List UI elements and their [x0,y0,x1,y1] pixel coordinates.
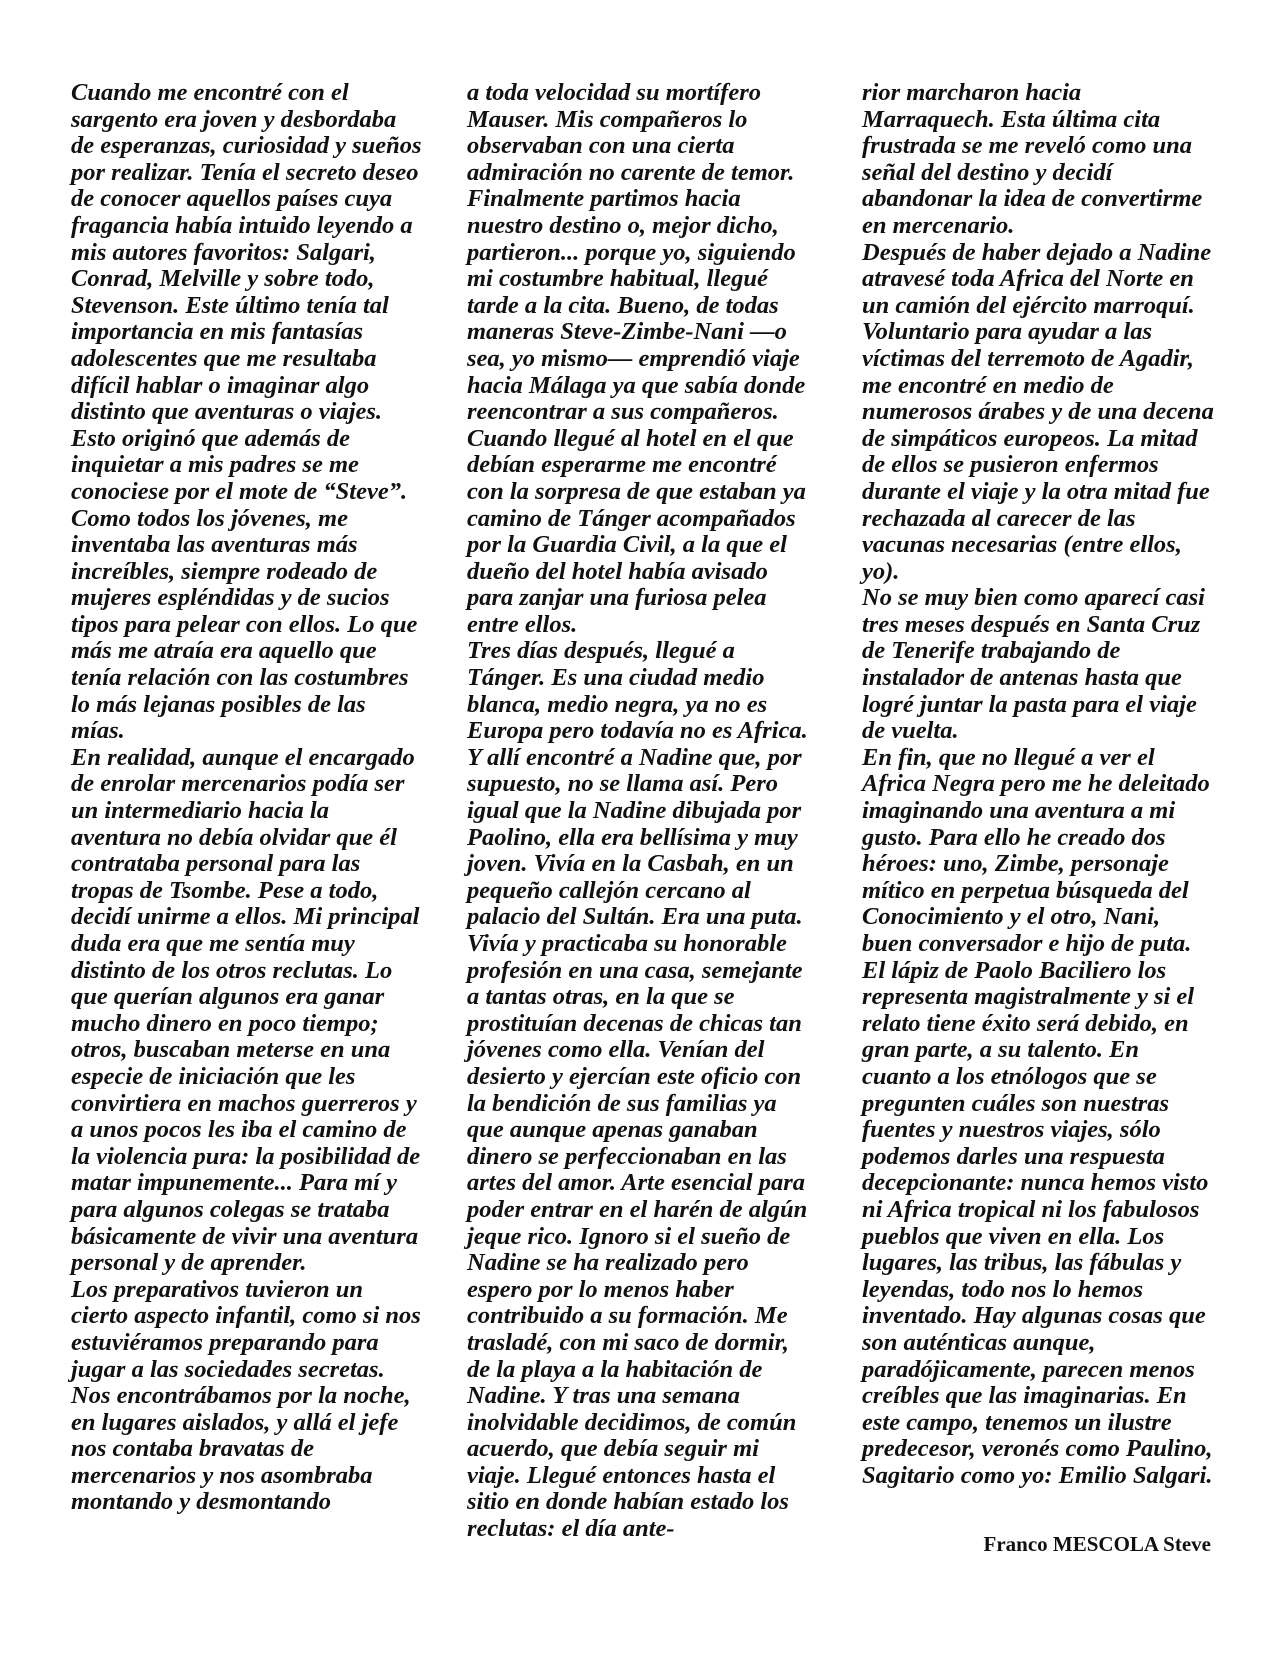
paragraph: Tres días después, llegué a Tánger. Es una ciudad medio blanca, medio negra, ya no es Europa pero todavía no es Africa. Y allí encontré a Nadine que, por supuesto, no se llama así. Pero igual que la Nadine dibujada por Paolino, ella era bellísima y muy joven. Vivía en la Casbah, en un pequeño callejón cercano al palacio del Sultán. Era una puta. Vivía y practicaba su honorable profesión en una casa, semejante a tantas otras, en la que se prostituían decenas de chicas tan jóvenes como ella. Venían del desierto y ejercían este oficio con la bendición de sus familias ya que aunque apenas ganaban dinero se perfeccionaban en las artes del amor. Arte esencial para poder entrar en el harén de algún jeque rico. Ignoro si el sueño de Nadine se ha realizado pero espero por lo menos haber contribuido a su formación. Me trasladé, con mi saco de dormir, de la playa a la habitación de Nadine. Y tras una semana inolvidable decidimos, de común acuerdo, que debía seguir mi viaje. Llegué entonces hasta el sitio en donde habían estado los reclutas: el día ante- [467,637,808,1543]
paragraph: a toda velocidad su mortífero Mauser. Mis compañeros lo observaban con una cierta admiración no carente de temor. [467,79,795,186]
paragraph: En realidad, aunque el encargado de enrolar mercenarios podía ser un intermediario hacia la aventura no debía olvidar que él contrataba personal para las tropas de Tsombe. Pese a todo, decidí unirme a ellos. Mi principal duda era que me sentía muy distinto de los otros reclutas. Lo que querían algunos era ganar mucho dinero en poco tiempo; otros, buscaban meterse en una especie de iniciación que les convirtiera en machos guerreros y a unos pocos les iba el camino de la violencia pura: la posibilidad de matar impunemente... Para mí y para algunos colegas se trataba básicamente de vivir una aventura personal y de aprender. [71,743,421,1277]
text-column-3 [862,80,1214,1489]
paragraph: Cuando me encontré con el sargento era joven y desbordaba de esperanzas, curiosidad y sueños por realizar. Tenía el secreto deseo de conocer aquellos países cuya fragancia había intuido leyendo a mis autores favoritos: Salgari, Conrad, Melville y sobre todo, Stevenson. Este último tenía tal importancia en mis fantasías adolescentes que me resultaba difícil hablar o imaginar algo distinto que aventuras o viajes. Esto originó que además de inquietar a mis padres se me conociese por el mote de “Steve”. Como todos los jóvenes, me inventaba las aventuras más increíbles, siempre rodeado de mujeres espléndidas y de sucios tipos para pelear con ellos. Lo que más me atraía era aquello que tenía relación con las costumbres lo más lejanas posibles de las mías. [71,79,422,745]
text-column-1 [71,80,422,1516]
paragraph: No se muy bien como aparecí casi tres meses después en Santa Cruz de Tenerife trabajando de instalador de antenas hasta que logré juntar la pasta para el viaje de vuelta. [862,584,1205,745]
paragraph: En fin, que no llegué a ver el Africa Negra pero me he deleitado imaginando una aventura a mi gusto. Para ello he creado dos héroes: uno, Zimbe, personaje mítico en perpetua búsqueda del Conocimiento y el otro, Nani, buen conversador e hijo de puta. El lápiz de Paolo Baciliero los representa magistralmente y si el relato tiene éxito será debido, en gran parte, a su talento. En cuanto a los etnólogos que se pregunten cuáles son nuestras fuentes y nuestros viajes, sólo podemos darles una respuesta decepcionante: nunca hemos visto ni Africa tropical ni los fabulosos pueblos que viven en ella. Los lugares, las tribus, las fábulas y leyendas, todo nos lo hemos inventado. Hay algunas cosas que son auténticas aunque, paradójicamente, parecen menos creíbles que las imaginarias. En este campo, tenemos un ilustre predecesor, veronés como Paulino, Sagitario como yo: Emilio Salgari. [862,743,1213,1489]
text-column-2 [467,80,818,1543]
paragraph: rior marcharon hacia Marraquech. Esta última cita frustrada se me reveló como una señal del destino y decidí abandonar la idea de convertirme en mercenario. [862,79,1203,239]
author-signature: Franco MESCOLA Steve [983,1532,1211,1556]
paragraph: Después de haber dejado a Nadine atravesé toda Africa del Norte en un camión del ejército marroquí. Voluntario para ayudar a las víctimas del terremoto de Agadir, me encontré en medio de numerosos árabes y de una decena de simpáticos europeos. La mitad de ellos se pusieron enfermos durante el viaje y la otra mitad fue rechazada al carecer de las vacunas necesarias (entre ellos, yo). [862,238,1214,585]
paragraph: Finalmente partimos hacia nuestro destino o, mejor dicho, partieron... porque yo, siguiendo mi costumbre habitual, llegué tarde a la cita. Bueno, de todas maneras Steve-Zimbe-Nani —o sea, yo mismo— emprendió viaje hacia Málaga ya que sabía donde reencontrar a sus compañeros. Cuando llegué al hotel en el que debían esperarme me encontré con la sorpresa de que estaban ya camino de Tánger acompañados por la Guardia Civil, a la que el dueño del hotel había avisado para zanjar una furiosa pelea entre ellos. [467,185,806,638]
paragraph: Los preparativos tuvieron un cierto aspecto infantil, como si nos estuviéramos preparando para jugar a las sociedades secretas. Nos encontrábamos por la noche, en lugares aislados, y allá el jefe nos contaba bravatas de mercenarios y nos asombraba montando y desmontando [71,1275,421,1516]
